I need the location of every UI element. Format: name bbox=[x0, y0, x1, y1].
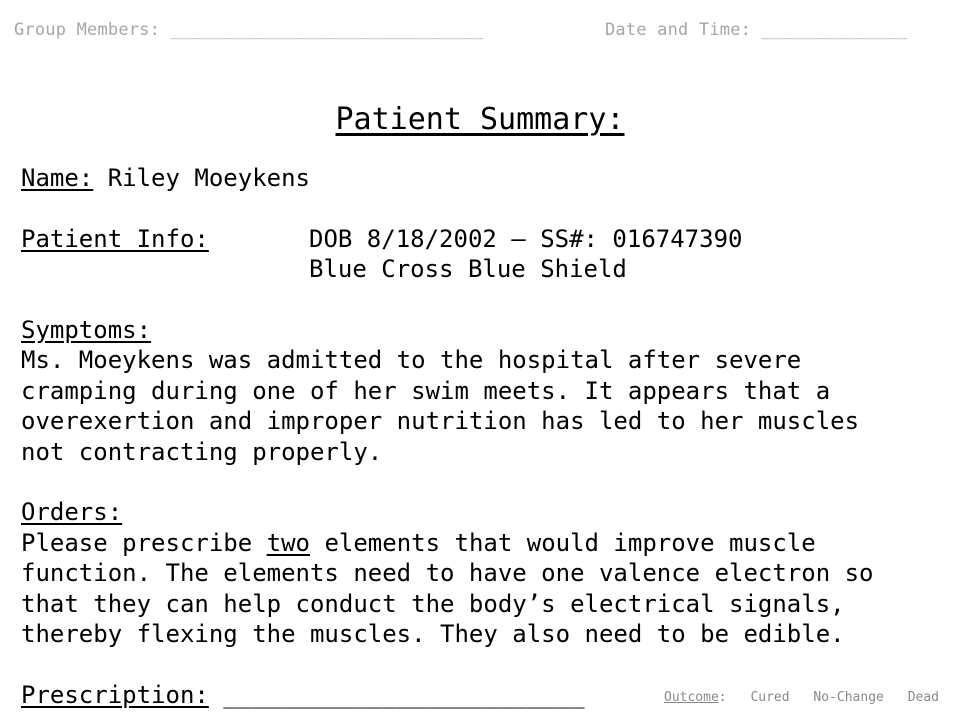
outcome-label: Outcome bbox=[664, 690, 719, 705]
orders-emphasis: two bbox=[266, 529, 310, 557]
page-title-text: Patient Summary: bbox=[335, 102, 625, 137]
orders-text: Please prescribe bbox=[21, 529, 267, 557]
symptoms-line: overexertion and improper nutrition has led to her muscles bbox=[21, 407, 860, 435]
date-time-field bbox=[605, 20, 908, 40]
outcome-option-no-change[interactable]: No-Change bbox=[813, 690, 884, 705]
symptoms-label bbox=[21, 315, 151, 346]
orders-line: function. The elements need to have one valence electron so bbox=[21, 559, 874, 587]
patient-info-line2: Blue Cross Blue Shield bbox=[309, 255, 627, 283]
orders-label bbox=[21, 497, 122, 528]
outcome-separator: : bbox=[718, 690, 727, 705]
symptoms-line: cramping during one of her swim meets. It appears that a bbox=[21, 377, 831, 405]
symptoms-line: not contracting properly. bbox=[21, 438, 383, 466]
name-row bbox=[21, 163, 310, 194]
prescription-label: Prescription: bbox=[21, 681, 209, 709]
patient-info-line1: DOB 8/18/2002 – SS#: 016747390 bbox=[309, 225, 743, 253]
group-members-field bbox=[14, 20, 484, 40]
outcome-option-dead[interactable]: Dead bbox=[907, 690, 940, 705]
orders-label-text: Orders: bbox=[21, 498, 123, 526]
orders-text: elements that would improve muscle bbox=[310, 529, 816, 557]
name-label: Name: bbox=[21, 164, 94, 192]
prescription-row bbox=[21, 680, 585, 711]
date-time-blank[interactable]: ______________ bbox=[761, 20, 908, 40]
orders-line: that they can help conduct the body’s electrical signals, bbox=[21, 590, 845, 618]
symptoms-label-text: Symptoms: bbox=[21, 316, 152, 344]
patient-info-label bbox=[21, 224, 209, 255]
group-members-blank[interactable]: ______________________________ bbox=[170, 20, 484, 40]
group-members-label: Group Members: bbox=[14, 20, 161, 40]
orders-line: thereby flexing the muscles. They also need to be edible. bbox=[21, 620, 845, 648]
page-title bbox=[0, 100, 960, 140]
patient-info-label-text: Patient Info: bbox=[21, 225, 209, 253]
symptoms-line: Ms. Moeykens was admitted to the hospital after severe bbox=[21, 346, 802, 374]
name-value: Riley Moeykens bbox=[107, 164, 310, 192]
orders-line bbox=[21, 528, 816, 559]
header-row bbox=[14, 20, 940, 44]
date-time-label: Date and Time: bbox=[605, 20, 752, 40]
outcome-footer bbox=[664, 690, 939, 705]
prescription-blank[interactable]: _________________________ bbox=[223, 681, 585, 709]
outcome-option-cured[interactable]: Cured bbox=[750, 690, 790, 705]
